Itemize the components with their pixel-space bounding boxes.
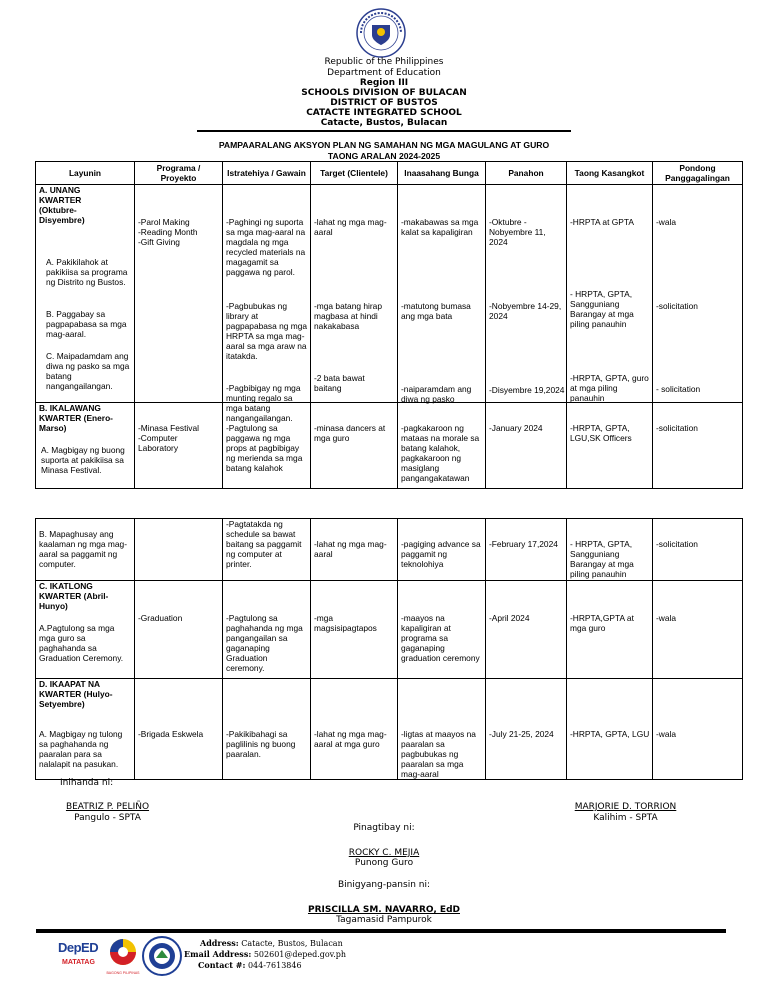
q4-people: -HRPTA, GPTA, LGU xyxy=(570,729,650,739)
prepared-by-label: Inihanda ni: xyxy=(60,778,114,788)
action-plan-table-page1 xyxy=(35,161,743,489)
footer-rule xyxy=(36,929,726,933)
header-region: Region III xyxy=(359,78,409,88)
q2-objective: A. Magbigay ng buong suporta at pakikiisa sa Minasa Festival. xyxy=(41,445,125,475)
footer-contact-label: Contact #: xyxy=(198,960,246,970)
supervisor-title: Tagamasid Pampurok xyxy=(336,915,432,925)
noted-by-label: Binigyang-pansin ni: xyxy=(337,880,431,890)
table-row-q3 xyxy=(36,581,743,679)
principal-title: Punong Guro xyxy=(354,858,414,868)
school-seal xyxy=(142,936,182,976)
q4-title: D. IKAAPAT NA KWARTER (Hulyo-Setyembre) xyxy=(39,679,113,709)
secretary-name: MARJORIE D. TORRION xyxy=(574,802,677,812)
principal-name: ROCKY C. MEJIA xyxy=(348,848,420,858)
q4-target: -lahat ng mga mag-aaral at mga guro xyxy=(314,729,387,749)
col-header-target: Target (Clientele) xyxy=(311,162,398,185)
q1-result-3: -naiparamdam ang diwa ng pasko xyxy=(401,384,472,404)
q4-program: -Brigada Eskwela xyxy=(138,729,204,739)
table-row-q2 xyxy=(36,403,743,489)
col-header-kasangkot: Taong Kasangkot xyxy=(567,162,653,185)
q1-target-3: -2 bata bawat baitang xyxy=(314,373,365,393)
bagong-pilipinas-logo xyxy=(106,937,140,975)
q1-fund-1: -wala xyxy=(656,217,677,227)
secretary-title: Kalihim - SPTA xyxy=(593,813,658,823)
q4-fund: -wala xyxy=(656,729,677,739)
deped-matatag-logo xyxy=(58,940,104,974)
q3-result: -maayos na kapaligiran at programa sa gaganaping graduation ceremony xyxy=(401,613,480,663)
table-row-q1 xyxy=(36,185,743,403)
footer-email-line xyxy=(184,949,346,960)
q1-result-1: -makabawas sa mga kalat sa kapaligiran xyxy=(401,217,479,237)
q2b-strategy: -Pagtatakda ng schedule sa bawat baitang sa paggamit ng computer at printer. xyxy=(226,519,302,569)
president-name: BEATRIZ P. PELIÑO xyxy=(65,802,150,812)
document-title: PAMPAARALANG AKSYON PLAN NG SAMAHAN NG MGA MAGULANG AT GURO xyxy=(218,140,550,150)
q2-period: -January 2024 xyxy=(489,423,543,433)
col-header-layunin: Layunin xyxy=(36,162,135,185)
matatag-wordmark: MATATAG xyxy=(62,959,95,966)
deped-seal xyxy=(356,8,406,58)
q2b-fund: -solicitation xyxy=(656,539,698,549)
q1-objective-b: B. Paggabay sa pagpapabasa sa mga mag-aaral. xyxy=(46,309,127,339)
q1-period-1: -Oktubre - Nobyembre 11, 2024 xyxy=(489,217,546,247)
header-school: CATACTE INTEGRATED SCHOOL xyxy=(306,108,462,118)
q2-target: -minasa dancers at mga guro xyxy=(314,423,386,443)
q2b-objective: B. Mapaghusay ang kaalaman ng mga mag-aaral sa paggamit ng computer. xyxy=(39,529,127,569)
q1-period-2: -Nobyembre 14-29, 2024 xyxy=(489,301,562,321)
q1-target-1: -lahat ng mga mag-aaral xyxy=(314,217,387,237)
col-header-programa: Programa / Proyekto xyxy=(135,162,223,185)
q1-people-2: - HRPTA, GPTA, Sangguniang Barangay at mga piling panauhin xyxy=(570,289,634,329)
col-header-panahon: Panahon xyxy=(486,162,567,185)
q1-objective-a: A. Pakikilahok at pakikiisa sa programa ng Distrito ng Bustos. xyxy=(46,257,128,287)
q3-fund: -wala xyxy=(656,613,677,623)
q1-fund-2: -solicitation xyxy=(656,301,698,311)
q1-strategy-1: -Paghingi ng suporta sa mga mag-aaral na magdala ng mga recycled materials na magagamit sa paggawa ng parol. xyxy=(226,217,306,277)
footer-address-label: Address: xyxy=(200,938,239,948)
q4-period: -July 21-25, 2024 xyxy=(489,729,554,739)
header-district: DISTRICT OF BUSTOS xyxy=(330,98,438,108)
header-division: SCHOOLS DIVISION OF BULACAN xyxy=(301,88,467,98)
supervisor-name: PRISCILLA SM. NAVARRO, EdD xyxy=(307,905,460,915)
q2b-period: -February 17,2024 xyxy=(489,539,558,549)
q2b-target: -lahat ng mga mag-aaral xyxy=(314,539,387,559)
q1-target-2: -mga batang hirap magbasa at hindi nakakabasa xyxy=(314,301,382,331)
table-header-row xyxy=(36,162,743,185)
approved-by-label: Pinagtibay ni: xyxy=(353,823,415,833)
action-plan-table-page2 xyxy=(35,518,743,780)
q1-objective-c: C. Maipadamdam ang diwa ng pasko sa mga batang nangangailangan. xyxy=(46,351,130,391)
footer-contact-value: 044-7613846 xyxy=(247,961,302,970)
q1-title: A. UNANG KWARTER (Oktubre-Disyembre) xyxy=(39,185,85,225)
q2-result: -pagkakaroon ng mataas na morale sa batang kalahok, pagkakaroon ng masiglang pangangakatawan xyxy=(401,423,480,483)
footer-contact-line xyxy=(184,960,346,971)
q1-programs: -Parol Making -Reading Month -Gift Giving xyxy=(138,217,198,247)
q4-strategy: -Pakikibahagi sa paglilinis ng buong paaralan. xyxy=(226,729,296,759)
q2-people: -HRPTA, GPTA, LGU,SK Officers xyxy=(570,423,632,443)
footer-address-value: Catacte, Bustos, Bulacan xyxy=(241,939,343,948)
footer-email-value: 502601@deped.gov.ph xyxy=(253,950,347,959)
footer-email-label: Email Address: xyxy=(184,949,252,959)
q2-strategy: -Pagtulong sa paggawa ng mga props at pagbibigay ng merienda sa mga batang kalahok xyxy=(226,423,303,473)
q3-people: -HRPTA,GPTA at mga guro xyxy=(570,613,634,633)
president-title: Pangulo - SPTA xyxy=(74,813,141,823)
q3-target: -mga magsisipagtapos xyxy=(314,613,377,633)
header-republic: Republic of the Philippines xyxy=(324,57,444,67)
col-header-pondo: Pondong Panggagalingan xyxy=(653,162,743,185)
q2-programs: -Minasa Festival -Computer Laboratory xyxy=(138,423,199,453)
header-rule xyxy=(197,130,571,132)
q3-program: -Graduation xyxy=(138,613,183,623)
q1-people-3: -HRPTA, GPTA, guro at mga piling panauhin xyxy=(570,373,649,403)
q3-strategy: -Pagtulong sa paghahanda ng mga pangangailan sa gaganaping Graduation ceremony. xyxy=(226,613,303,673)
q4-objective: A. Magbigay ng tulong sa paghahanda ng paaralan para sa nalalapit na pasukan. xyxy=(39,729,123,769)
q4-result: -ligtas at maayos na paaralan sa pagbubukas ng paaralan sa mga mag-aaral xyxy=(401,729,476,779)
q3-period: -April 2024 xyxy=(489,613,530,623)
col-header-istratehiya: Istratehiya / Gawain xyxy=(223,162,311,185)
footer-contact xyxy=(184,938,346,971)
q1-strategy-3: -Pagbibigay ng mga munting regalo sa mga batang nangangailangan. xyxy=(226,383,301,423)
bagong-pilipinas-text: BAGONG PILIPINAS xyxy=(106,971,140,975)
q2-title: B. IKALAWANG KWARTER (Enero-Marso) xyxy=(39,403,113,433)
q1-people-1: -HRPTA at GPTA xyxy=(570,217,634,227)
q3-title: C. IKATLONG KWARTER (Abril-Hunyo) xyxy=(39,581,109,611)
table-row-q4 xyxy=(36,679,743,780)
q3-objective: A.Pagtulong sa mga mga guro sa paghahanda sa Graduation Ceremony. xyxy=(39,623,124,663)
q2-fund: -solicitation xyxy=(656,423,698,433)
header-address: Catacte, Bustos, Bulacan xyxy=(320,118,448,128)
header-department: Department of Education xyxy=(327,68,441,78)
q1-strategy-2: -Pagbubukas ng library at pagpapabasa ng mga HRPTA sa mga mag-aaral sa mga araw na itatakda. xyxy=(226,301,308,361)
q1-result-2: -matutong bumasa ang mga bata xyxy=(401,301,471,321)
document-subtitle: TAONG ARALAN 2024-2025 xyxy=(327,151,441,161)
table-row-q2b xyxy=(36,519,743,581)
footer-address-line xyxy=(184,938,346,949)
q1-fund-3: - solicitation xyxy=(656,384,701,394)
col-header-bunga: Inaasahang Bunga xyxy=(398,162,486,185)
deped-wordmark: DepED xyxy=(58,940,99,955)
q2b-result: -pagiging advance sa paggamit ng teknolohiya xyxy=(401,539,481,569)
q2b-people: - HRPTA, GPTA, Sangguniang Barangay at mga piling panauhin xyxy=(570,539,634,579)
q1-period-3: -Disyembre 19,2024 xyxy=(489,385,565,395)
